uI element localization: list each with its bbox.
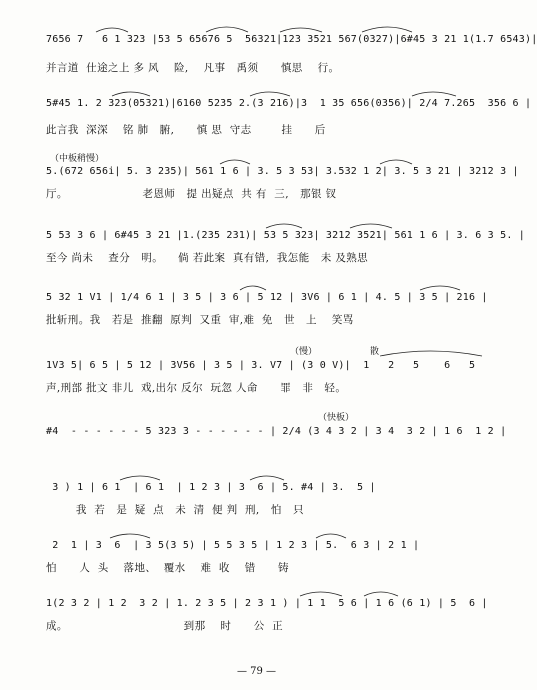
page-number: — 79 — <box>236 666 277 677</box>
tempo-marking: （快板） <box>318 413 355 423</box>
lyrics: 此言我 深深 铭 肺 腑, 慎 思 守志 挂 后 <box>46 124 326 136</box>
tempo-marking: （中板稍慢） <box>50 154 105 164</box>
notation: #4 - - - - - - 5 323 3 - - - - - - | 2/4 (3 4 3 2 | 3 4 3 2 | 1 6 1 2 | <box>46 426 507 437</box>
lyrics: 声,刑部 批文 非儿 戏,出尔 反尔 玩忽 人命 罪 非 轻。 <box>46 382 347 394</box>
notation: 2 1 | 3 6 | 3 5(3 5) | 5 5 3 5 | 1 2 3 | 5. 6 3 | 2 1 | <box>46 540 420 551</box>
notation: 5.(672 656i| 5. 3 235)| 561 1 6 | 3. 5 3 53| 3.532 1 2| 3. 5 3 21 | 3212 3 | <box>46 166 519 177</box>
lyrics: 并言道 仕途之上 多 风 险, 凡事 禹须 慎思 行。 <box>46 62 340 74</box>
lyrics: 我 若 是 疑 点 未 清 便 判 刑, 怕 只 <box>46 504 304 516</box>
lyrics: 怕 人 头 落地、 覆水 难 收 错 铸 <box>46 562 289 574</box>
notation: 3 ) 1 | 6 1 | 6 1 | 1 2 3 | 3 6 | 5. #4 | 3. 5 | <box>46 482 376 493</box>
lyrics: 批斩刑。我 若是 推翻 原判 又重 审,难 免 世 上 笑骂 <box>46 314 354 326</box>
notation: 1(2 3 2 | 1 2 3 2 | 1. 2 3 5 | 2 3 1 ) | 1 1 5 6 | 1 6 (6 1) | 5 6 | <box>46 598 488 609</box>
tempo-marking: 散 <box>370 347 380 357</box>
lyrics: 至今 尚未 查分 明。 倘 若此案 真有错, 我怎能 未 及熟思 <box>46 252 369 264</box>
lyrics: 厅。 老恩师 提 出疑点 共 有 三, 那银 钗 <box>46 188 337 200</box>
lyrics: 成。 到那 时 公 正 <box>46 620 284 632</box>
notation: 5 32 1 V1 | 1/4 6 1 | 3 5 | 3 6 | 5 12 | 3V6 | 6 1 | 4. 5 | 3 5 | 216 | <box>46 292 488 303</box>
notation: 1V3 5| 6 5 | 5 12 | 3V56 | 3 5 | 3. V7 | (3 0 V)| 1 2 5 6 5 <box>46 360 482 371</box>
tempo-marking: （慢） <box>290 347 318 357</box>
notation: 5#45 1. 2 323(05321)|6160 5235 2.(3 216)|3 1 35 656(0356)| 2/4 7.265 356 6 | <box>46 98 532 109</box>
notation: 5 53 3 6 | 6#45 3 21 |1.(235 231)| 53 5 323| 3212 3521| 561 1 6 | 3. 6 3 5. | <box>46 230 525 241</box>
notation: 7656 7 6 1 323 |53 5 65676 5 56321|123 3521 567(0327)|6#45 3 21 1(1.7 6543)| <box>46 34 537 45</box>
